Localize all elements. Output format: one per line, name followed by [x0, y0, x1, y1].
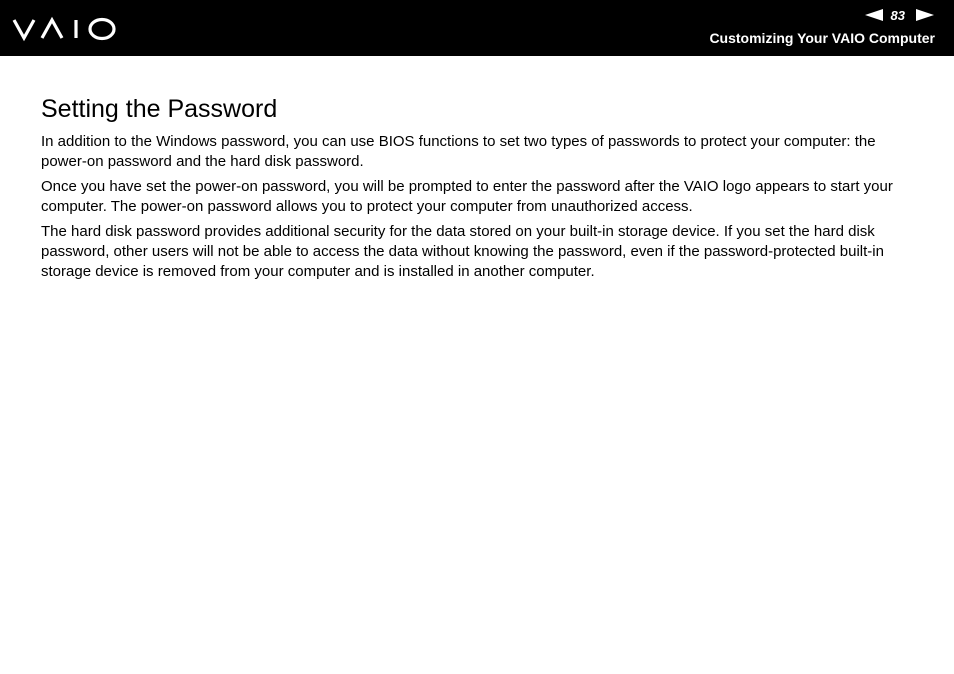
paragraph-intro: In addition to the Windows password, you can use BIOS functions to set two types of passwords to protect your computer: the power-on password and the hard disk password. — [41, 133, 876, 170]
page-navigation — [863, 7, 936, 23]
page-number: 83 — [890, 7, 905, 23]
paragraph-hard-disk: The hard disk password provides additional security for the data stored on your built-in storage device. If you set the hard disk password, other users will not be able to access the data without knowing the password, even if the password-protected built-in storage device is removed from your computer and is installed in another computer. — [41, 223, 884, 280]
prev-page-icon[interactable] — [863, 8, 885, 22]
page-heading: Setting the Password — [41, 95, 278, 123]
paragraph-power-on: Once you have set the power-on password, you will be prompted to enter the password after the VAIO logo appears to start your computer. The power-on password allows you to protect your computer from unauthorized access. — [41, 178, 893, 215]
page-header — [0, 0, 954, 56]
vaio-logo — [12, 14, 122, 44]
main-content — [41, 94, 921, 287]
section-title: Customizing Your VAIO Computer — [709, 30, 935, 46]
next-page-icon[interactable] — [914, 8, 936, 22]
